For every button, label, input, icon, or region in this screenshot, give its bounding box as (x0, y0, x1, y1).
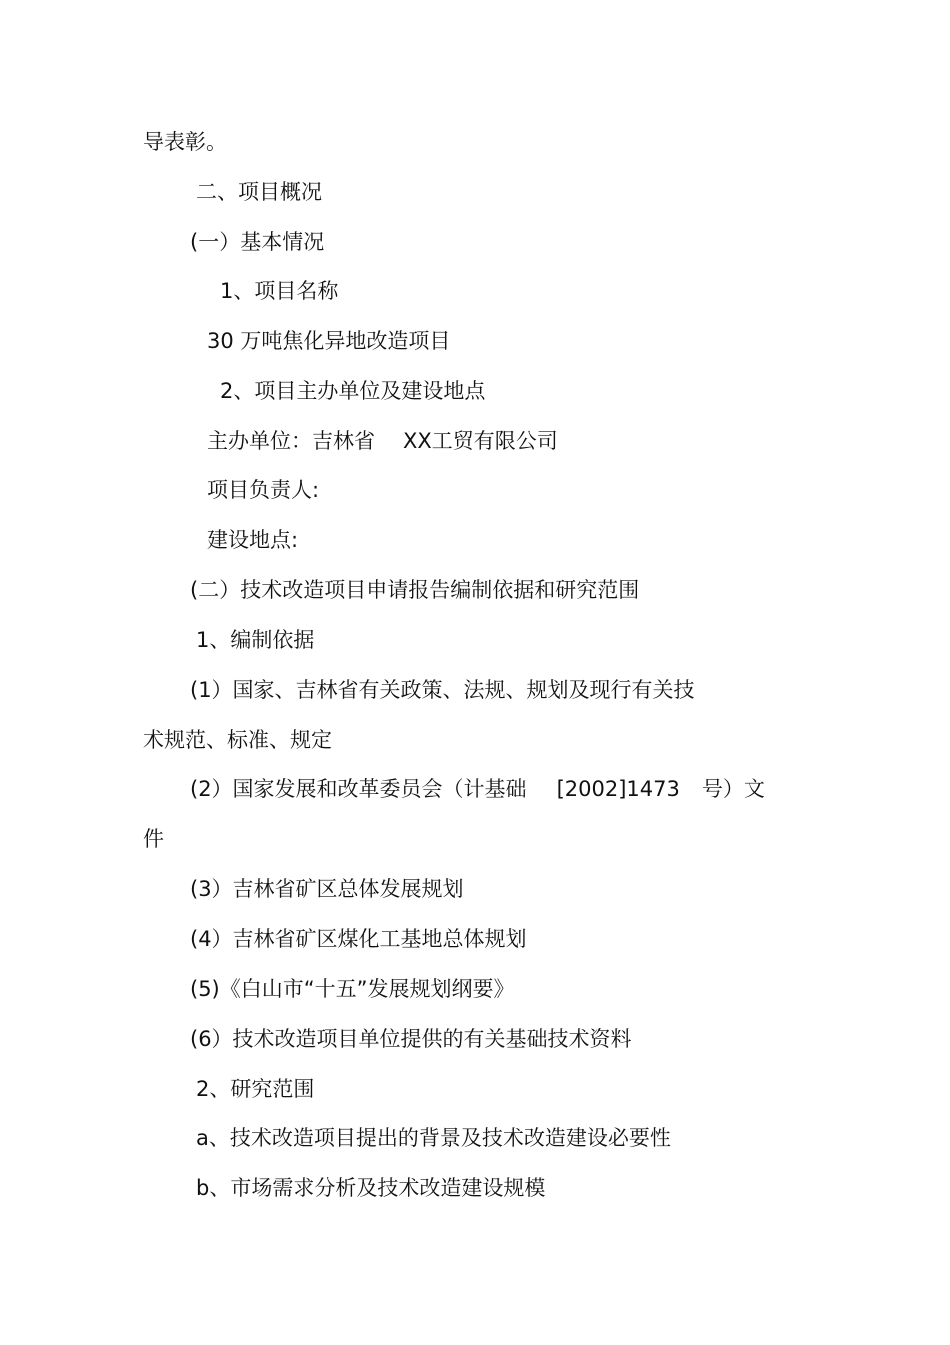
list-item: (1）国家、吉林省有关政策、法规、规划及现行有关技 (190, 678, 695, 702)
host-unit-line (207, 427, 558, 455)
list-item (190, 775, 765, 803)
list-item: (3）吉林省矿区总体发展规划 (190, 877, 464, 901)
host-unit-value: XX工贸有限公司 (403, 429, 558, 453)
item-2-part1: (2）国家发展和改革委员会（计基础 (190, 777, 527, 801)
list-item: (5)《白山市“十五”发展规划纲要》 (190, 977, 515, 1001)
section-heading: 二、项目概况 (196, 180, 322, 204)
text-line: 导表彰。 (143, 130, 227, 154)
text-line: 项目负责人: (207, 478, 320, 502)
list-item: (4）吉林省矿区煤化工基地总体规划 (190, 927, 527, 951)
list-item-continuation: 术规范、标准、规定 (143, 728, 332, 752)
project-name: 30 万吨焦化异地改造项目 (207, 329, 451, 353)
list-item: a、技术改造项目提出的背景及技术改造建设必要性 (196, 1126, 671, 1150)
item-2-part2: [2002]1473 (556, 777, 680, 801)
list-heading: 1、编制依据 (196, 628, 315, 652)
subsection-heading: (一）基本情况 (190, 230, 325, 254)
list-item-continuation: 件 (143, 827, 164, 851)
list-item: b、市场需求分析及技术改造建设规模 (196, 1176, 546, 1200)
list-heading: 1、项目名称 (220, 279, 339, 303)
list-heading: 2、项目主办单位及建设地点 (220, 379, 486, 403)
item-2-part3: 号）文 (701, 777, 765, 801)
list-heading: 2、研究范围 (196, 1077, 315, 1101)
host-unit-label: 主办单位：吉林省 (207, 429, 375, 453)
list-item: (6）技术改造项目单位提供的有关基础技术资料 (190, 1027, 632, 1051)
text-line: 建设地点: (207, 528, 299, 552)
subsection-heading: (二）技术改造项目申请报告编制依据和研究范围 (190, 578, 640, 602)
